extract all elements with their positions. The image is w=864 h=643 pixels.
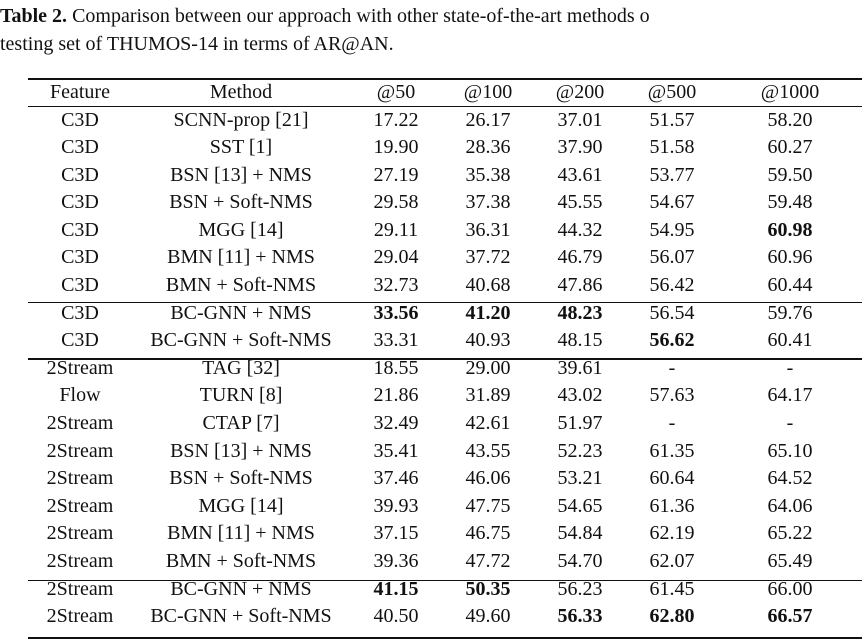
ar500-cell: 57.63	[649, 384, 695, 407]
ar1000-cell: 60.44	[767, 274, 813, 297]
ar100-cell: 26.17	[465, 108, 511, 131]
table-row	[28, 576, 862, 604]
ar500-cell: 60.64	[649, 467, 695, 490]
ar100-cell: 50.35	[465, 577, 511, 600]
feature-cell: C3D	[61, 218, 99, 241]
ar500-cell: 61.36	[649, 494, 695, 517]
ar500-cell: 62.07	[649, 550, 695, 572]
ar500-cell: 61.45	[649, 577, 695, 600]
ar500-cell: 56.42	[649, 274, 695, 297]
ar1000-cell: -	[786, 356, 794, 379]
ar100-cell: 29.00	[465, 356, 511, 379]
feature-cell: C3D	[61, 136, 99, 159]
ar1000-cell: 59.50	[767, 163, 813, 186]
ar200-cell: 56.23	[557, 577, 603, 600]
feature-cell: 2Stream	[46, 439, 114, 462]
ar1000-cell: 65.49	[767, 550, 813, 572]
ar500-cell: 51.58	[649, 136, 695, 159]
ar500-cell: 56.54	[649, 301, 695, 324]
ar500-cell: 54.67	[649, 191, 695, 214]
ar1000-cell: 59.48	[767, 191, 813, 214]
ar200-cell: 37.90	[557, 136, 603, 159]
method-cell: SST [1]	[209, 136, 273, 159]
ar1000-cell: 60.98	[767, 218, 813, 241]
ar100-cell: 46.75	[465, 522, 511, 545]
ar500-cell: 53.77	[649, 163, 695, 186]
ar50-cell: 29.11	[373, 218, 419, 241]
ar100-cell: 43.55	[465, 439, 511, 462]
ar100-cell: 40.68	[465, 274, 511, 297]
ar1000-cell: 66.00	[767, 577, 813, 600]
ar500-cell: 51.57	[649, 108, 695, 131]
ar200-cell: 54.70	[557, 550, 603, 572]
ar200-cell: 48.23	[557, 301, 603, 324]
table-body	[28, 107, 862, 631]
ar50-cell: 37.46	[373, 467, 419, 490]
method-cell: BC-GNN + Soft-NMS	[150, 605, 332, 628]
table-row	[28, 382, 862, 410]
ar1000-cell: 65.22	[767, 522, 813, 545]
ar50-cell: 41.15	[373, 577, 419, 600]
table-row	[28, 603, 862, 631]
method-cell: BC-GNN + NMS	[170, 301, 312, 324]
method-cell: BSN + Soft-NMS	[169, 191, 313, 214]
table-row	[28, 520, 862, 548]
ar100-cell: 37.38	[465, 191, 511, 214]
ar500-cell: 56.62	[649, 329, 695, 352]
caption-text-1: Comparison between our approach with other state-of-the-art methods o	[72, 5, 650, 27]
ar1000-cell: 65.10	[767, 439, 813, 462]
ar200-cell: 56.33	[557, 605, 603, 628]
method-cell: BSN [13] + NMS	[170, 163, 312, 186]
ar200-cell: 39.61	[557, 356, 603, 379]
header-ar50: @50	[376, 81, 416, 103]
ar200-cell: 43.02	[557, 384, 603, 407]
ar100-cell: 36.31	[465, 218, 511, 241]
ar200-cell: 51.97	[557, 412, 603, 435]
ar200-cell: 47.86	[557, 274, 603, 297]
ar100-cell: 41.20	[465, 301, 511, 324]
header-ar1000: @1000	[760, 81, 820, 103]
method-cell: BC-GNN + Soft-NMS	[150, 329, 332, 352]
ar1000-cell: 58.20	[767, 108, 813, 131]
ar100-cell: 47.75	[465, 494, 511, 517]
ar200-cell: 52.23	[557, 439, 603, 462]
method-cell: BMN + Soft-NMS	[165, 550, 317, 572]
ar50-cell: 39.93	[373, 494, 419, 517]
feature-cell: 2Stream	[46, 577, 114, 600]
header-ar100: @100	[463, 81, 513, 103]
feature-cell: C3D	[61, 163, 99, 186]
table-row	[28, 244, 862, 272]
ar50-cell: 19.90	[373, 136, 419, 159]
ar100-cell: 47.72	[465, 550, 511, 572]
table-row	[28, 217, 862, 245]
ar100-cell: 49.60	[465, 605, 511, 628]
caption-line-1	[0, 2, 864, 30]
table-row	[28, 272, 862, 300]
method-cell: MGG [14]	[198, 218, 284, 241]
table-row	[28, 300, 862, 328]
method-cell: BSN [13] + NMS	[170, 439, 312, 462]
ar100-cell: 40.93	[465, 329, 511, 352]
ar1000-cell: 60.41	[767, 329, 813, 352]
feature-cell: C3D	[61, 108, 99, 131]
ar50-cell: 37.15	[373, 522, 419, 545]
table-row	[28, 410, 862, 438]
caption-label: Table 2.	[0, 5, 68, 27]
feature-cell: C3D	[61, 329, 99, 352]
ar200-cell: 53.21	[557, 467, 603, 490]
table-row	[28, 189, 862, 217]
ar100-cell: 46.06	[465, 467, 511, 490]
feature-cell: C3D	[61, 274, 99, 297]
header-ar500: @500	[647, 81, 697, 103]
ar100-cell: 28.36	[465, 136, 511, 159]
caption-text-2: testing set of THUMOS-14 in terms of AR@AN.	[0, 33, 394, 55]
ar1000-cell: 64.06	[767, 494, 813, 517]
ar50-cell: 33.56	[373, 301, 419, 324]
ar100-cell: 35.38	[465, 163, 511, 186]
ar500-cell: 62.19	[649, 522, 695, 545]
ar500-cell: 54.95	[649, 218, 695, 241]
header-ar200: @200	[555, 81, 605, 103]
feature-cell: 2Stream	[46, 356, 114, 379]
ar50-cell: 35.41	[373, 439, 419, 462]
ar100-cell: 31.89	[465, 384, 511, 407]
feature-cell: 2Stream	[46, 550, 114, 572]
results-table	[28, 79, 862, 631]
method-cell: SCNN-prop [21]	[173, 108, 309, 131]
header-feature: Feature	[50, 81, 110, 103]
ar50-cell: 29.04	[373, 246, 419, 269]
header-method: Method	[209, 81, 273, 103]
table-row	[28, 493, 862, 521]
table-row	[28, 355, 862, 383]
ar1000-cell: -	[786, 412, 794, 435]
ar1000-cell: 64.17	[767, 384, 813, 407]
method-cell: MGG [14]	[198, 494, 284, 517]
table-row	[28, 327, 862, 355]
method-cell: CTAP [7]	[202, 412, 280, 435]
feature-cell: C3D	[61, 191, 99, 214]
ar1000-cell: 60.27	[767, 136, 813, 159]
ar50-cell: 32.49	[373, 412, 419, 435]
ar50-cell: 21.86	[373, 384, 419, 407]
ar500-cell: -	[668, 356, 676, 379]
feature-cell: C3D	[61, 301, 99, 324]
ar50-cell: 40.50	[373, 605, 419, 628]
ar200-cell: 44.32	[557, 218, 603, 241]
ar50-cell: 18.55	[373, 356, 419, 379]
table-row	[28, 134, 862, 162]
method-cell: BC-GNN + NMS	[170, 577, 312, 600]
ar50-cell: 32.73	[373, 274, 419, 297]
bottom-rule	[28, 637, 862, 639]
table-row	[28, 107, 862, 135]
method-cell: TURN [8]	[199, 384, 283, 407]
header-row	[28, 79, 862, 107]
feature-cell: 2Stream	[46, 494, 114, 517]
feature-cell: C3D	[61, 246, 99, 269]
ar200-cell: 45.55	[557, 191, 603, 214]
feature-cell: 2Stream	[46, 467, 114, 490]
feature-cell: 2Stream	[46, 605, 114, 628]
ar500-cell: 62.80	[649, 605, 695, 628]
ar500-cell: 61.35	[649, 439, 695, 462]
ar200-cell: 54.65	[557, 494, 603, 517]
ar200-cell: 43.61	[557, 163, 603, 186]
ar1000-cell: 66.57	[767, 605, 813, 628]
method-cell: BMN [11] + NMS	[167, 246, 315, 269]
ar200-cell: 46.79	[557, 246, 603, 269]
ar50-cell: 33.31	[373, 329, 419, 352]
ar200-cell: 37.01	[557, 108, 603, 131]
method-cell: BSN + Soft-NMS	[169, 467, 313, 490]
table-caption	[0, 2, 864, 58]
feature-cell: Flow	[59, 384, 101, 407]
ar1000-cell: 64.52	[767, 467, 813, 490]
table-row	[28, 162, 862, 190]
feature-cell: 2Stream	[46, 412, 114, 435]
ar50-cell: 27.19	[373, 163, 419, 186]
ar200-cell: 48.15	[557, 329, 603, 352]
ar1000-cell: 60.96	[767, 246, 813, 269]
feature-cell: 2Stream	[46, 522, 114, 545]
ar500-cell: -	[668, 412, 676, 435]
ar100-cell: 42.61	[465, 412, 511, 435]
table-row	[28, 548, 862, 576]
ar50-cell: 29.58	[373, 191, 419, 214]
table-row	[28, 465, 862, 493]
ar50-cell: 39.36	[373, 550, 419, 572]
ar200-cell: 54.84	[557, 522, 603, 545]
ar1000-cell: 59.76	[767, 301, 813, 324]
method-cell: TAG [32]	[202, 356, 280, 379]
ar500-cell: 56.07	[649, 246, 695, 269]
method-cell: BMN + Soft-NMS	[165, 274, 317, 297]
ar50-cell: 17.22	[373, 108, 419, 131]
method-cell: BMN [11] + NMS	[167, 522, 315, 545]
table-row	[28, 438, 862, 466]
ar100-cell: 37.72	[465, 246, 511, 269]
